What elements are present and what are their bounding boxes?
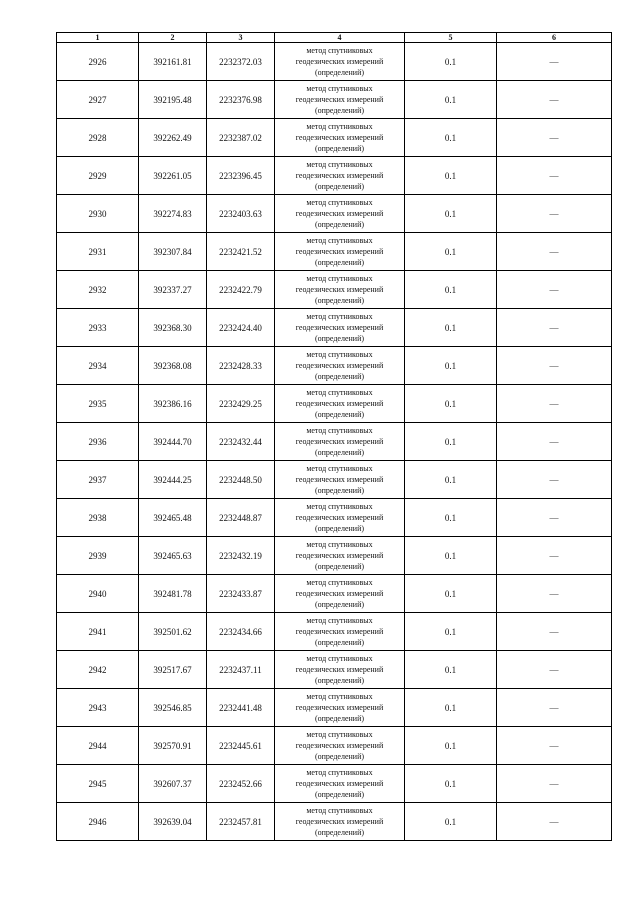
table-row: [57, 461, 612, 499]
description-cell: —: [497, 803, 612, 841]
method-line: метод спутниковых: [306, 84, 373, 93]
method-line: метод спутниковых: [306, 350, 373, 359]
header-cell-1: 1: [57, 33, 139, 43]
method-line: (определений): [314, 714, 365, 723]
method-cell: [275, 423, 405, 461]
method-line: метод спутниковых: [306, 502, 373, 511]
table-row: [57, 347, 612, 385]
method-cell: [275, 613, 405, 651]
x-coordinate-cell: 392481.78: [139, 575, 207, 613]
point-number-cell: 2928: [57, 119, 139, 157]
table-row: [57, 43, 612, 81]
method-line: (определений): [314, 524, 365, 533]
description-cell: —: [497, 43, 612, 81]
coordinates-table: [56, 32, 612, 841]
accuracy-cell: 0.1: [405, 651, 497, 689]
table-row: [57, 271, 612, 309]
method-line: геодезических измерений: [295, 95, 384, 104]
method-line: метод спутниковых: [306, 578, 373, 587]
x-coordinate-cell: 392607.37: [139, 765, 207, 803]
method-line: (определений): [314, 182, 365, 191]
table-row: [57, 195, 612, 233]
method-cell: [275, 461, 405, 499]
header-row: [57, 33, 612, 43]
point-number-cell: 2941: [57, 613, 139, 651]
accuracy-cell: 0.1: [405, 233, 497, 271]
method-line: (определений): [314, 448, 365, 457]
method-line: геодезических измерений: [295, 399, 384, 408]
method-line: геодезических измерений: [295, 513, 384, 522]
header-cell-3: 3: [207, 33, 275, 43]
table-row: [57, 499, 612, 537]
y-coordinate-cell: 2232376.98: [207, 81, 275, 119]
accuracy-cell: 0.1: [405, 157, 497, 195]
method-line: геодезических измерений: [295, 475, 384, 484]
method-line: геодезических измерений: [295, 817, 384, 826]
method-line: метод спутниковых: [306, 388, 373, 397]
method-line: (определений): [314, 790, 365, 799]
method-line: метод спутниковых: [306, 692, 373, 701]
accuracy-cell: 0.1: [405, 195, 497, 233]
method-line: (определений): [314, 638, 365, 647]
table-row: [57, 727, 612, 765]
accuracy-cell: 0.1: [405, 765, 497, 803]
method-line: геодезических измерений: [295, 285, 384, 294]
accuracy-cell: 0.1: [405, 461, 497, 499]
y-coordinate-cell: 2232448.50: [207, 461, 275, 499]
y-coordinate-cell: 2232428.33: [207, 347, 275, 385]
point-number-cell: 2932: [57, 271, 139, 309]
method-line: геодезических измерений: [295, 741, 384, 750]
description-cell: —: [497, 575, 612, 613]
method-line: геодезических измерений: [295, 171, 384, 180]
y-coordinate-cell: 2232422.79: [207, 271, 275, 309]
table-row: [57, 689, 612, 727]
x-coordinate-cell: 392501.62: [139, 613, 207, 651]
method-line: геодезических измерений: [295, 323, 384, 332]
point-number-cell: 2929: [57, 157, 139, 195]
method-line: (определений): [314, 600, 365, 609]
method-cell: [275, 689, 405, 727]
y-coordinate-cell: 2232432.44: [207, 423, 275, 461]
table-row: [57, 385, 612, 423]
method-cell: [275, 499, 405, 537]
method-cell: [275, 271, 405, 309]
table-row: [57, 803, 612, 841]
x-coordinate-cell: 392465.63: [139, 537, 207, 575]
x-coordinate-cell: 392262.49: [139, 119, 207, 157]
header-cell-4: 4: [275, 33, 405, 43]
method-line: (определений): [314, 220, 365, 229]
table-row: [57, 537, 612, 575]
method-cell: [275, 651, 405, 689]
x-coordinate-cell: 392517.67: [139, 651, 207, 689]
description-cell: —: [497, 233, 612, 271]
method-line: (определений): [314, 68, 365, 77]
table-row: [57, 613, 612, 651]
accuracy-cell: 0.1: [405, 385, 497, 423]
method-line: геодезических измерений: [295, 779, 384, 788]
method-line: геодезических измерений: [295, 627, 384, 636]
x-coordinate-cell: 392386.16: [139, 385, 207, 423]
point-number-cell: 2942: [57, 651, 139, 689]
method-line: (определений): [314, 106, 365, 115]
point-number-cell: 2927: [57, 81, 139, 119]
method-cell: [275, 765, 405, 803]
method-line: (определений): [314, 752, 365, 761]
method-cell: [275, 81, 405, 119]
method-line: геодезических измерений: [295, 703, 384, 712]
x-coordinate-cell: 392546.85: [139, 689, 207, 727]
x-coordinate-cell: 392570.91: [139, 727, 207, 765]
description-cell: —: [497, 271, 612, 309]
description-cell: —: [497, 195, 612, 233]
method-line: метод спутниковых: [306, 46, 373, 55]
method-cell: [275, 119, 405, 157]
x-coordinate-cell: 392368.08: [139, 347, 207, 385]
header-cell-5: 5: [405, 33, 497, 43]
method-line: метод спутниковых: [306, 806, 373, 815]
y-coordinate-cell: 2232432.19: [207, 537, 275, 575]
method-cell: [275, 385, 405, 423]
table-row: [57, 575, 612, 613]
method-line: метод спутниковых: [306, 654, 373, 663]
y-coordinate-cell: 2232429.25: [207, 385, 275, 423]
x-coordinate-cell: 392639.04: [139, 803, 207, 841]
x-coordinate-cell: 392161.81: [139, 43, 207, 81]
description-cell: —: [497, 499, 612, 537]
table-row: [57, 651, 612, 689]
method-line: метод спутниковых: [306, 426, 373, 435]
point-number-cell: 2939: [57, 537, 139, 575]
method-line: (определений): [314, 562, 365, 571]
x-coordinate-cell: 392307.84: [139, 233, 207, 271]
y-coordinate-cell: 2232441.48: [207, 689, 275, 727]
y-coordinate-cell: 2232387.02: [207, 119, 275, 157]
accuracy-cell: 0.1: [405, 81, 497, 119]
method-line: геодезических измерений: [295, 57, 384, 66]
accuracy-cell: 0.1: [405, 119, 497, 157]
method-cell: [275, 157, 405, 195]
x-coordinate-cell: 392195.48: [139, 81, 207, 119]
accuracy-cell: 0.1: [405, 537, 497, 575]
point-number-cell: 2931: [57, 233, 139, 271]
y-coordinate-cell: 2232452.66: [207, 765, 275, 803]
method-cell: [275, 233, 405, 271]
method-line: геодезических измерений: [295, 665, 384, 674]
table-row: [57, 119, 612, 157]
point-number-cell: 2945: [57, 765, 139, 803]
y-coordinate-cell: 2232421.52: [207, 233, 275, 271]
y-coordinate-cell: 2232403.63: [207, 195, 275, 233]
accuracy-cell: 0.1: [405, 575, 497, 613]
description-cell: —: [497, 613, 612, 651]
method-line: метод спутниковых: [306, 274, 373, 283]
point-number-cell: 2937: [57, 461, 139, 499]
method-cell: [275, 575, 405, 613]
method-cell: [275, 347, 405, 385]
method-line: метод спутниковых: [306, 768, 373, 777]
table-row: [57, 233, 612, 271]
method-line: (определений): [314, 258, 365, 267]
method-cell: [275, 727, 405, 765]
accuracy-cell: 0.1: [405, 347, 497, 385]
accuracy-cell: 0.1: [405, 43, 497, 81]
header-cell-6: 6: [497, 33, 612, 43]
point-number-cell: 2926: [57, 43, 139, 81]
method-line: (определений): [314, 410, 365, 419]
header-cell-2: 2: [139, 33, 207, 43]
y-coordinate-cell: 2232424.40: [207, 309, 275, 347]
method-line: метод спутниковых: [306, 122, 373, 131]
description-cell: —: [497, 461, 612, 499]
point-number-cell: 2936: [57, 423, 139, 461]
x-coordinate-cell: 392274.83: [139, 195, 207, 233]
accuracy-cell: 0.1: [405, 499, 497, 537]
method-line: геодезических измерений: [295, 247, 384, 256]
y-coordinate-cell: 2232434.66: [207, 613, 275, 651]
method-line: (определений): [314, 828, 365, 837]
method-line: (определений): [314, 372, 365, 381]
accuracy-cell: 0.1: [405, 309, 497, 347]
description-cell: —: [497, 385, 612, 423]
accuracy-cell: 0.1: [405, 803, 497, 841]
point-number-cell: 2943: [57, 689, 139, 727]
method-line: геодезических измерений: [295, 361, 384, 370]
method-line: геодезических измерений: [295, 551, 384, 560]
point-number-cell: 2944: [57, 727, 139, 765]
method-line: метод спутниковых: [306, 540, 373, 549]
description-cell: —: [497, 727, 612, 765]
description-cell: —: [497, 765, 612, 803]
method-line: (определений): [314, 296, 365, 305]
method-line: (определений): [314, 144, 365, 153]
x-coordinate-cell: 392444.25: [139, 461, 207, 499]
accuracy-cell: 0.1: [405, 613, 497, 651]
point-number-cell: 2935: [57, 385, 139, 423]
method-line: метод спутниковых: [306, 730, 373, 739]
y-coordinate-cell: 2232448.87: [207, 499, 275, 537]
method-line: метод спутниковых: [306, 160, 373, 169]
description-cell: —: [497, 537, 612, 575]
accuracy-cell: 0.1: [405, 423, 497, 461]
description-cell: —: [497, 423, 612, 461]
method-line: геодезических измерений: [295, 437, 384, 446]
y-coordinate-cell: 2232396.45: [207, 157, 275, 195]
method-line: геодезических измерений: [295, 209, 384, 218]
y-coordinate-cell: 2232372.03: [207, 43, 275, 81]
y-coordinate-cell: 2232457.81: [207, 803, 275, 841]
x-coordinate-cell: 392261.05: [139, 157, 207, 195]
method-cell: [275, 537, 405, 575]
x-coordinate-cell: 392465.48: [139, 499, 207, 537]
method-cell: [275, 309, 405, 347]
description-cell: —: [497, 347, 612, 385]
table-row: [57, 309, 612, 347]
method-cell: [275, 195, 405, 233]
method-line: геодезических измерений: [295, 133, 384, 142]
point-number-cell: 2940: [57, 575, 139, 613]
method-line: (определений): [314, 486, 365, 495]
description-cell: —: [497, 309, 612, 347]
method-line: метод спутниковых: [306, 616, 373, 625]
accuracy-cell: 0.1: [405, 689, 497, 727]
description-cell: —: [497, 81, 612, 119]
method-cell: [275, 43, 405, 81]
table-row: [57, 81, 612, 119]
point-number-cell: 2933: [57, 309, 139, 347]
description-cell: —: [497, 689, 612, 727]
point-number-cell: 2946: [57, 803, 139, 841]
accuracy-cell: 0.1: [405, 271, 497, 309]
table-row: [57, 157, 612, 195]
y-coordinate-cell: 2232437.11: [207, 651, 275, 689]
description-cell: —: [497, 157, 612, 195]
method-line: метод спутниковых: [306, 198, 373, 207]
method-line: геодезических измерений: [295, 589, 384, 598]
method-line: метод спутниковых: [306, 312, 373, 321]
table-row: [57, 765, 612, 803]
description-cell: —: [497, 119, 612, 157]
table-row: [57, 423, 612, 461]
method-line: метод спутниковых: [306, 236, 373, 245]
y-coordinate-cell: 2232445.61: [207, 727, 275, 765]
table-body: [57, 43, 612, 841]
x-coordinate-cell: 392368.30: [139, 309, 207, 347]
method-line: метод спутниковых: [306, 464, 373, 473]
x-coordinate-cell: 392444.70: [139, 423, 207, 461]
method-line: (определений): [314, 334, 365, 343]
accuracy-cell: 0.1: [405, 727, 497, 765]
y-coordinate-cell: 2232433.87: [207, 575, 275, 613]
x-coordinate-cell: 392337.27: [139, 271, 207, 309]
point-number-cell: 2938: [57, 499, 139, 537]
method-line: (определений): [314, 676, 365, 685]
point-number-cell: 2930: [57, 195, 139, 233]
point-number-cell: 2934: [57, 347, 139, 385]
method-cell: [275, 803, 405, 841]
description-cell: —: [497, 651, 612, 689]
